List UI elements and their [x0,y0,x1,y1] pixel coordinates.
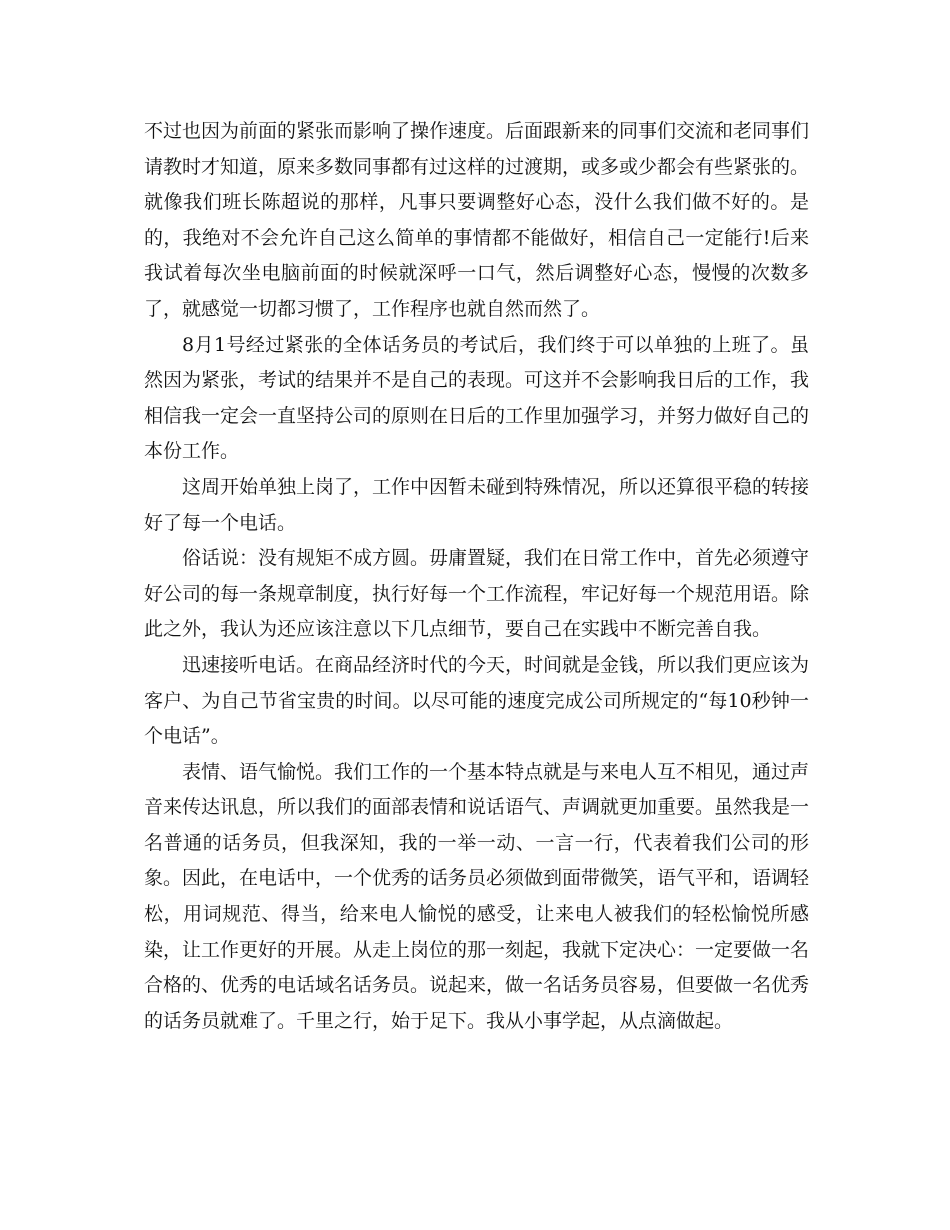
document-body [144,114,809,1039]
paragraph-answer-quickly: 迅速接听电话。在商品经济时代的今天，时间就是金钱，所以我们更应该为客户、为自己节省宝贵的时间。以尽可能的速度完成公司所规定的“每10秒钟一个电话”。 [144,653,810,748]
paragraph-tone: 表情、语气愉悦。我们工作的一个基本特点就是与来电人互不相见，通过声音来传达讯息，所以我们的面部表情和说话语气、声调就更加重要。虽然我是一名普通的话务员，但我深知，我的一举一动、一言一行，代表着我们公司的形象。因此，在电话中，一个优秀的话务员必须做到面带微笑，语气平和，语调轻松，用词规范、得当，给来电人愉悦的感受，让来电人被我们的轻松愉悦所感染，让工作更好的开展。从走上岗位的那一刻起，我就下定决心：一定要做一名合格的、优秀的电话域名话务员。说起来，做一名话务员容易，但要做一名优秀的话务员就难了。千里之行，始于足下。我从小事学起，从点滴做起。 [144,760,810,1032]
paragraph-continuation: 不过也因为前面的紧张而影响了操作速度。后面跟新来的同事们交流和老同事们请教时才知道，原来多数同事都有过这样的过渡期，或多或少都会有些紧张的。就像我们班长陈超说的那样，凡事只要调整好心态，没什么我们做不好的。是的，我绝对不会允许自己这么简单的事情都不能做好，相信自己一定能行!后来我试着每次坐电脑前面的时候就深呼一口气，然后调整好心态，慢慢的次数多了，就感觉一切都习惯了，工作程序也就自然而然了。 [144,120,810,320]
paragraph-solo-shift: 这周开始单独上岗了，工作中因暂未碰到特殊情况，所以还算很平稳的转接好了每一个电话。 [144,475,810,534]
paragraph-rules: 俗话说：没有规矩不成方圆。毋庸置疑，我们在日常工作中，首先必须遵守好公司的每一条规章制度，执行好每一个工作流程，牢记好每一个规范用语。除此之外，我认为还应该注意以下几点细节，要自己在实践中不断完善自我。 [144,547,810,641]
paragraph-exam: 8月1号经过紧张的全体话务员的考试后，我们终于可以单独的上班了。虽然因为紧张，考试的结果并不是自己的表现。可这并不会影响我日后的工作，我相信我一定会一直坚持公司的原则在日后的工作里加强学习，并努力做好自己的本份工作。 [144,333,810,463]
